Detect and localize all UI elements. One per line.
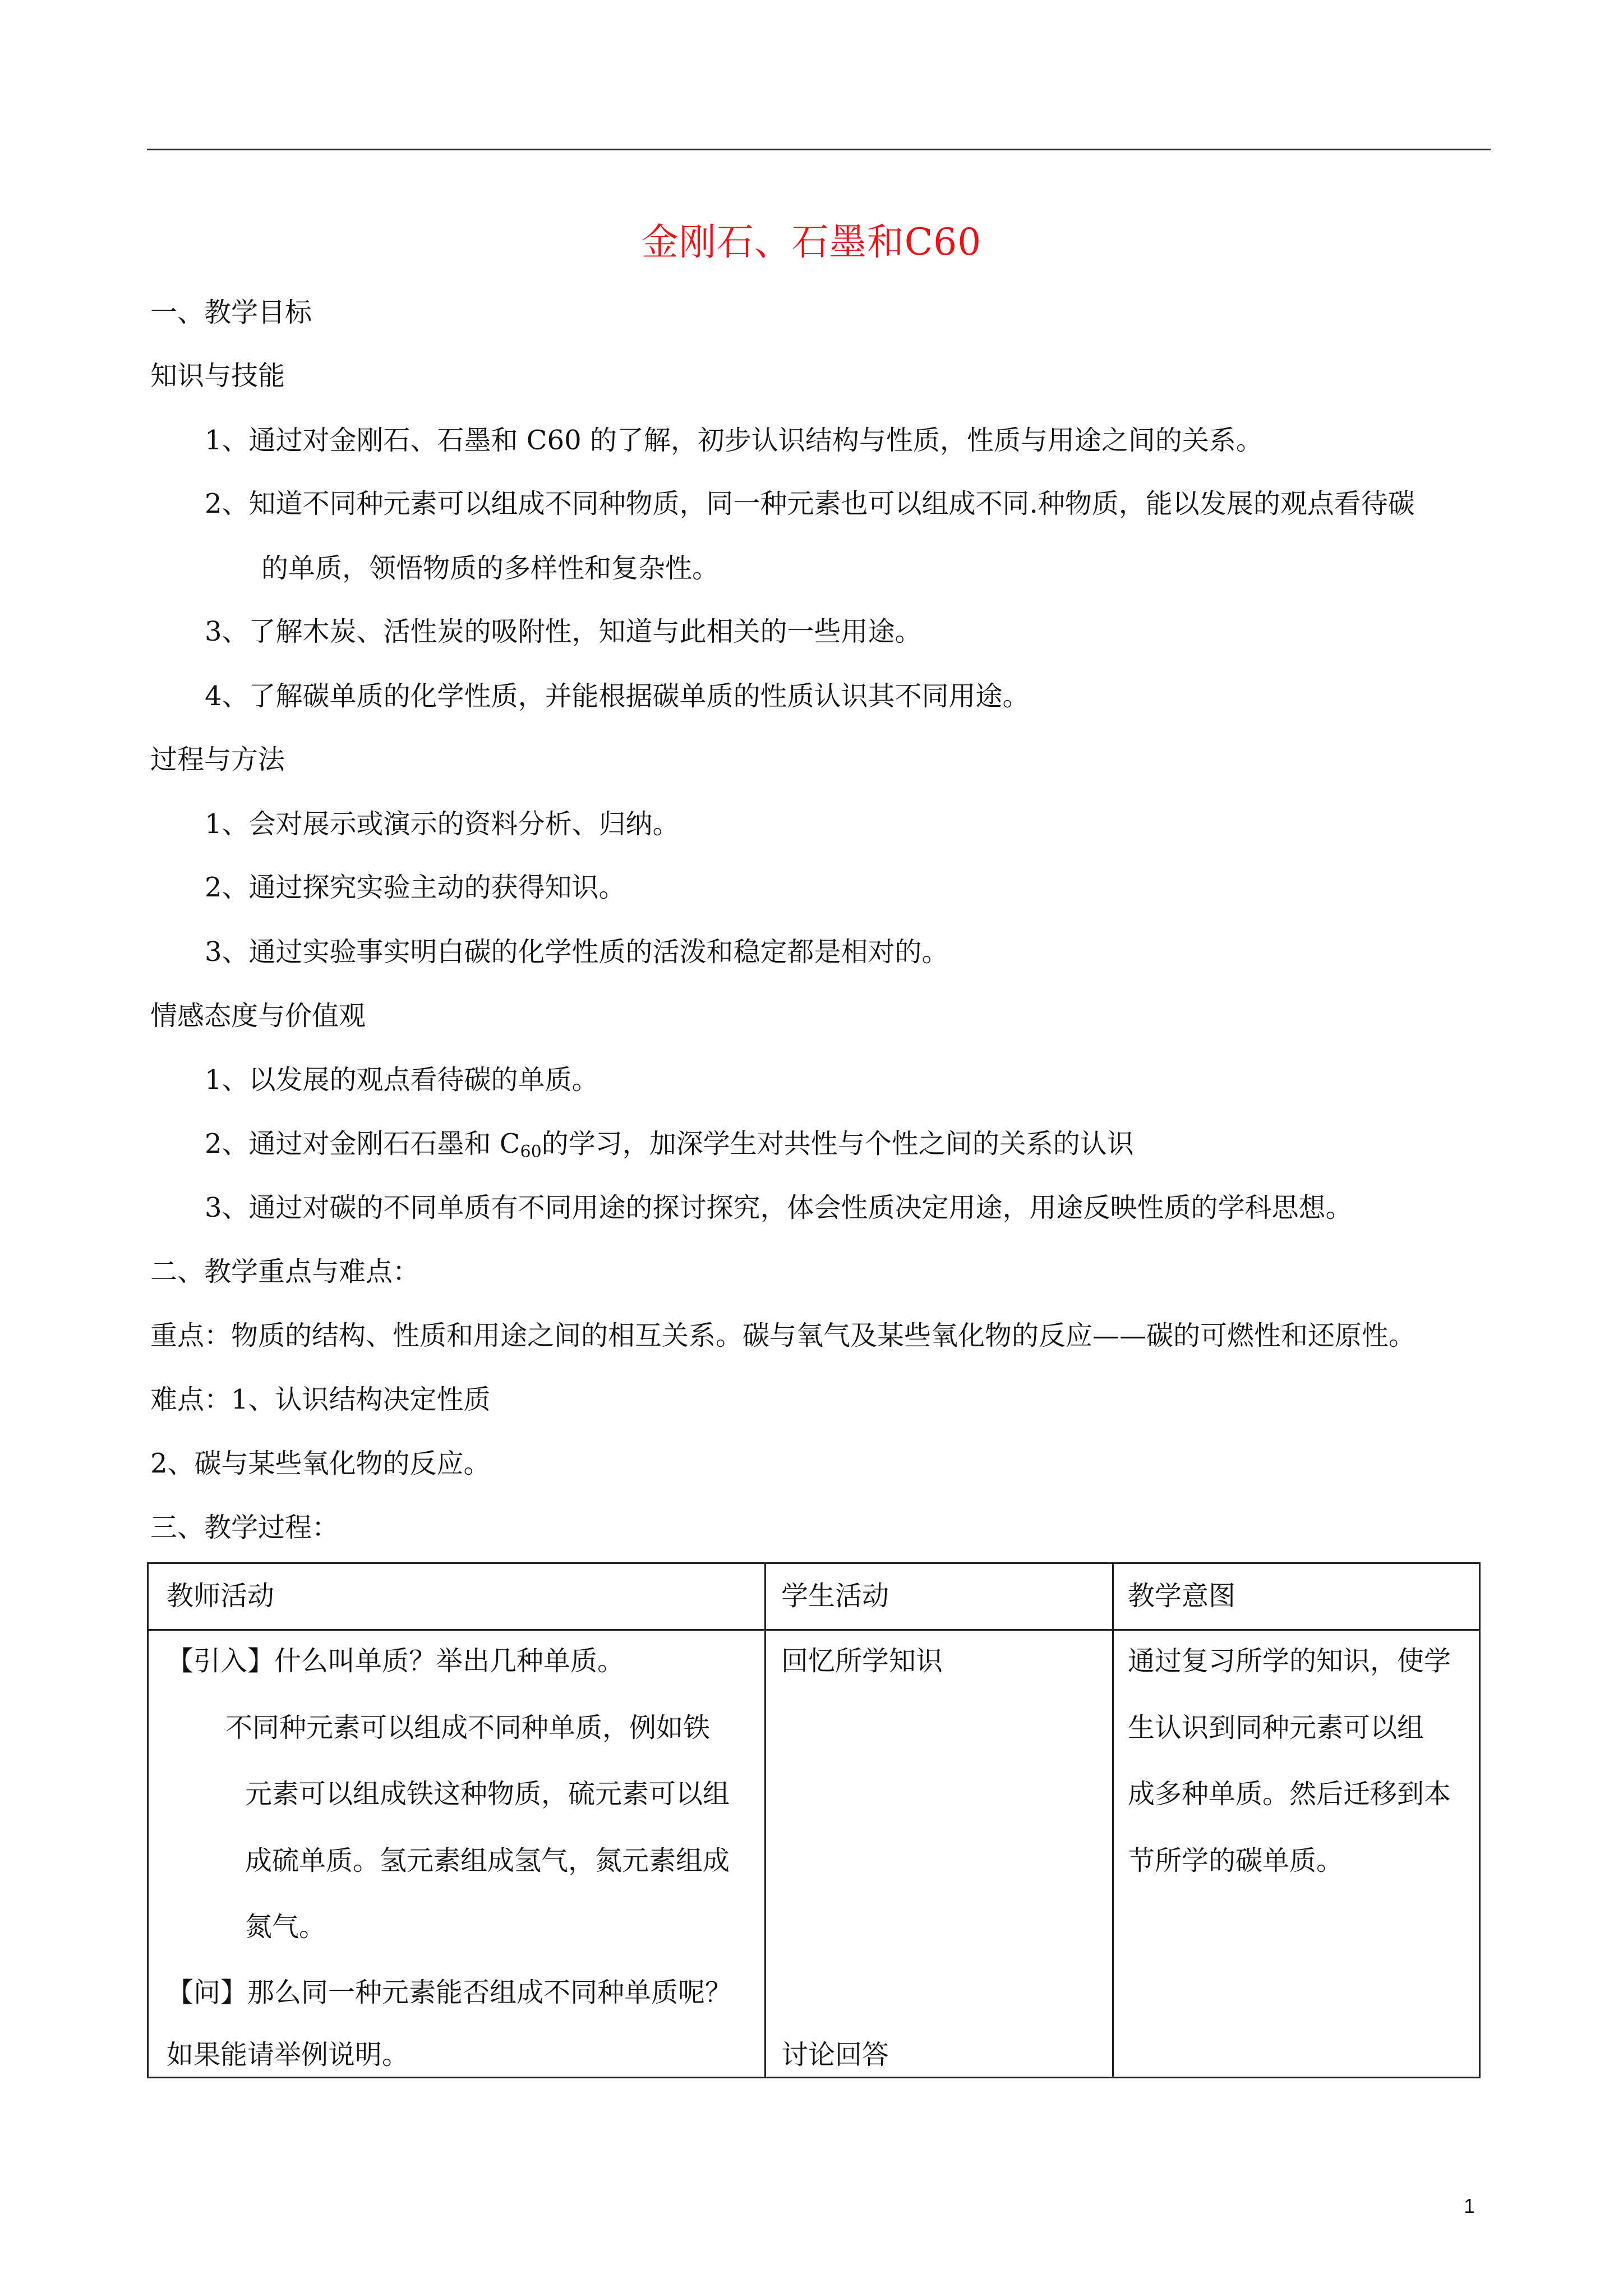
process-heading: 过程与方法 xyxy=(150,744,285,775)
knowledge-item-2-cont: 的单质，领悟物质的多样性和复杂性。 xyxy=(261,553,720,584)
knowledge-heading: 知识与技能 xyxy=(150,360,285,392)
header-rule xyxy=(147,149,1491,150)
knowledge-item-4: 4、了解碳单质的化学性质，并能根据碳单质的性质认识其不同用途。 xyxy=(205,680,1030,712)
emotion-item-2-post: 的学习，加深学生对共性与个性之间的关系的认识 xyxy=(541,1128,1134,1159)
key-heading: 二、教学重点与难点： xyxy=(150,1256,420,1287)
header-student: 学生活动 xyxy=(781,1580,889,1612)
difficulty-1: 难点：1、认识结构决定性质 xyxy=(150,1384,491,1415)
c60-subscript: 60 xyxy=(520,1142,542,1162)
teacher-line: 不同种元素可以组成不同种单质，例如铁 xyxy=(225,1712,711,1743)
knowledge-item-1: 1、通过对金刚石、石墨和 C60 的了解，初步认识结构与性质，性质与用途之间的关系。 xyxy=(205,425,1263,456)
process-title: 三、教学过程： xyxy=(150,1512,339,1543)
intent-line: 生认识到同种元素可以组 xyxy=(1128,1712,1424,1743)
intent-line: 通过复习所学的知识，使学 xyxy=(1128,1645,1451,1677)
student-line: 讨论回答 xyxy=(781,2039,889,2070)
teacher-line: 成硫单质。氢元素组成氢气，氮元素组成 xyxy=(245,1845,730,1876)
student-line: 回忆所学知识 xyxy=(781,1645,943,1677)
difficulty-2: 2、碳与某些氧化物的反应。 xyxy=(150,1448,491,1479)
header-teacher: 教师活动 xyxy=(167,1580,275,1612)
process-item-1: 1、会对展示或演示的资料分析、归纳。 xyxy=(205,808,680,840)
emotion-item-3: 3、通过对碳的不同单质有不同用途的探讨探究，体会性质决定用途，用途反映性质的学科思想。 xyxy=(205,1192,1353,1223)
intent-line: 节所学的碳单质。 xyxy=(1128,1845,1344,1876)
key-point: 重点：物质的结构、性质和用途之间的相互关系。碳与氧气及某些氧化物的反应——碳的可燃性和还原性。 xyxy=(150,1320,1416,1351)
table-column-divider-2 xyxy=(1112,1564,1114,2077)
goals-heading: 一、教学目标 xyxy=(150,297,312,328)
knowledge-item-2: 2、知道不同种元素可以组成不同种物质，同一种元素也可以组成不同.种物质，能以发展的观点看待碳 xyxy=(205,488,1415,519)
emotion-item-2-pre: 2、通过对金刚石石墨和 C xyxy=(205,1128,520,1159)
emotion-heading: 情感态度与价值观 xyxy=(150,1000,366,1032)
teacher-line: 【问】那么同一种元素能否组成不同种单质呢？ xyxy=(167,1977,732,2008)
emotion-item-1: 1、以发展的观点看待碳的单质。 xyxy=(205,1064,599,1096)
table-column-divider-1 xyxy=(764,1564,766,2077)
table-header-divider xyxy=(149,1629,1479,1631)
document-title: 金刚石、石墨和C60 xyxy=(641,220,982,264)
teacher-line: 氮气。 xyxy=(245,1911,326,1943)
process-item-2: 2、通过探究实验主动的获得知识。 xyxy=(205,872,626,903)
teacher-line: 【引入】什么叫单质？举出几种单质。 xyxy=(167,1645,625,1677)
lesson-table xyxy=(147,1562,1481,2078)
knowledge-item-3: 3、了解木炭、活性炭的吸附性，知道与此相关的一些用途。 xyxy=(205,616,922,647)
header-intent: 教学意图 xyxy=(1128,1580,1236,1612)
process-item-3: 3、通过实验事实明白碳的化学性质的活泼和稳定都是相对的。 xyxy=(205,936,949,968)
page-number: 1 xyxy=(1464,2194,1476,2217)
teacher-line: 如果能请举例说明。 xyxy=(167,2039,409,2070)
intent-line: 成多种单质。然后迁移到本 xyxy=(1128,1778,1451,1810)
teacher-line: 元素可以组成铁这种物质，硫元素可以组 xyxy=(245,1778,730,1810)
emotion-item-2 xyxy=(205,1127,1134,1169)
